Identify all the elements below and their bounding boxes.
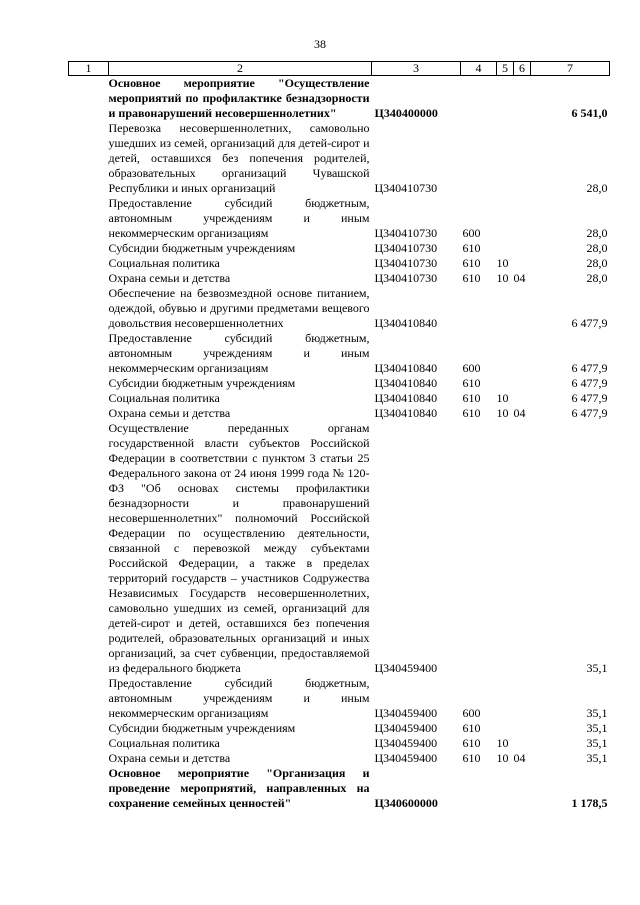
target-code-cell: Ц340400000 bbox=[374, 106, 438, 120]
subsection-cell: 04 bbox=[513, 406, 526, 420]
target-code-cell: Ц340459400 bbox=[374, 721, 438, 735]
row-index-cell bbox=[69, 76, 109, 122]
target-code-cell: Ц340459400 bbox=[374, 706, 438, 720]
section-cell: 10 bbox=[496, 736, 509, 750]
subsection-cell bbox=[514, 121, 531, 196]
row-index-cell bbox=[69, 271, 109, 286]
amount-cell: 6 541,0 bbox=[571, 106, 608, 120]
row-index-cell bbox=[69, 421, 109, 676]
expense-type-cell: 600 bbox=[462, 361, 481, 375]
row-index-cell bbox=[69, 721, 109, 736]
section-cell bbox=[497, 286, 514, 331]
amount-cell: 28,0 bbox=[586, 226, 608, 240]
section-cell bbox=[497, 241, 514, 256]
expense-type-cell: 610 bbox=[462, 376, 481, 390]
row-name-cell: Социальная политика bbox=[108, 391, 220, 405]
row-name-cell: Охрана семьи и детства bbox=[108, 271, 231, 285]
expense-type-cell: 610 bbox=[462, 391, 481, 405]
table-row bbox=[69, 76, 610, 122]
table-row bbox=[69, 421, 610, 676]
subsection-cell bbox=[514, 391, 531, 406]
expense-type-cell bbox=[461, 121, 497, 196]
amount-cell: 35,1 bbox=[586, 721, 608, 735]
table-row bbox=[69, 196, 610, 241]
amount-cell: 35,1 bbox=[586, 736, 608, 750]
row-name-cell: Социальная политика bbox=[108, 256, 220, 270]
table-row bbox=[69, 391, 610, 406]
row-index-cell bbox=[69, 241, 109, 256]
page-number: 38 bbox=[314, 37, 326, 51]
row-name-cell: Субсидии бюджетным учреждениям bbox=[108, 241, 296, 255]
row-index-cell bbox=[69, 256, 109, 271]
expense-type-cell: 610 bbox=[462, 736, 481, 750]
section-cell: 10 bbox=[496, 406, 509, 420]
section-cell: 10 bbox=[496, 271, 509, 285]
subsection-cell bbox=[514, 241, 531, 256]
target-code-cell: Ц340459400 bbox=[374, 736, 438, 750]
table-row bbox=[69, 256, 610, 271]
table-row bbox=[69, 766, 610, 811]
target-code-cell: Ц340410840 bbox=[374, 376, 438, 390]
table-row bbox=[69, 331, 610, 376]
section-cell bbox=[497, 121, 514, 196]
column-header: 7 bbox=[531, 62, 610, 76]
section-cell bbox=[497, 421, 514, 676]
subsection-cell bbox=[514, 331, 531, 376]
row-name-cell: Субсидии бюджетным учреждениям bbox=[108, 376, 296, 390]
section-cell bbox=[497, 721, 514, 736]
subsection-cell bbox=[514, 76, 531, 122]
table-body bbox=[69, 76, 610, 812]
column-header: 3 bbox=[372, 62, 461, 76]
section-cell bbox=[497, 766, 514, 811]
row-index-cell bbox=[69, 766, 109, 811]
amount-cell: 28,0 bbox=[586, 241, 608, 255]
row-index-cell bbox=[69, 196, 109, 241]
target-code-cell: Ц340459400 bbox=[374, 751, 438, 765]
table-row bbox=[69, 406, 610, 421]
row-index-cell bbox=[69, 286, 109, 331]
subsection-cell bbox=[514, 376, 531, 391]
table-row bbox=[69, 286, 610, 331]
amount-cell: 28,0 bbox=[586, 256, 608, 270]
budget-table bbox=[68, 61, 610, 811]
target-code-cell: Ц340410840 bbox=[374, 406, 438, 420]
row-name-cell: Субсидии бюджетным учреждениям bbox=[108, 721, 296, 735]
row-name-cell: Предоставление субсидий бюджетным, автономным учреждениям и иным некоммерческим организациям bbox=[108, 196, 370, 240]
amount-cell: 6 477,9 bbox=[571, 391, 608, 405]
section-cell bbox=[497, 76, 514, 122]
expense-type-cell bbox=[461, 766, 497, 811]
table-row bbox=[69, 736, 610, 751]
column-header: 4 bbox=[461, 62, 497, 76]
table-row bbox=[69, 376, 610, 391]
row-index-cell bbox=[69, 331, 109, 376]
target-code-cell: Ц340410730 bbox=[374, 256, 438, 270]
expense-type-cell bbox=[461, 76, 497, 122]
amount-cell: 6 477,9 bbox=[571, 406, 608, 420]
target-code-cell: Ц340410840 bbox=[374, 361, 438, 375]
row-name-cell: Основное мероприятие "Осуществление мероприятий по профилактике безнадзорности и правонарушений несовершеннолетних" bbox=[108, 76, 370, 120]
row-name-cell: Охрана семьи и детства bbox=[108, 406, 231, 420]
row-index-cell bbox=[69, 391, 109, 406]
expense-type-cell: 610 bbox=[462, 256, 481, 270]
row-name-cell: Предоставление субсидий бюджетным, автономным учреждениям и иным некоммерческим организациям bbox=[108, 331, 370, 375]
target-code-cell: Ц340410730 bbox=[374, 241, 438, 255]
subsection-cell bbox=[514, 736, 531, 751]
amount-cell: 1 178,5 bbox=[571, 796, 608, 810]
amount-cell: 35,1 bbox=[586, 751, 608, 765]
expense-type-cell bbox=[461, 421, 497, 676]
expense-type-cell: 610 bbox=[462, 721, 481, 735]
amount-cell: 28,0 bbox=[586, 271, 608, 285]
column-header: 5 bbox=[497, 62, 514, 76]
row-index-cell bbox=[69, 376, 109, 391]
section-cell bbox=[497, 376, 514, 391]
row-name-cell: Предоставление субсидий бюджетным, автономным учреждениям и иным некоммерческим организациям bbox=[108, 676, 370, 720]
row-index-cell bbox=[69, 406, 109, 421]
expense-type-cell bbox=[461, 286, 497, 331]
column-header: 1 bbox=[69, 62, 109, 76]
target-code-cell: Ц340600000 bbox=[374, 796, 438, 810]
table-row bbox=[69, 751, 610, 766]
table-row bbox=[69, 241, 610, 256]
row-name-cell: Охрана семьи и детства bbox=[108, 751, 231, 765]
expense-type-cell: 610 bbox=[462, 751, 481, 765]
target-code-cell: Ц340410730 bbox=[374, 271, 438, 285]
amount-cell: 6 477,9 bbox=[571, 316, 608, 330]
subsection-cell: 04 bbox=[513, 751, 526, 765]
row-index-cell bbox=[69, 121, 109, 196]
row-index-cell bbox=[69, 751, 109, 766]
table-header-row bbox=[69, 62, 610, 76]
expense-type-cell: 610 bbox=[462, 271, 481, 285]
column-header: 2 bbox=[109, 62, 372, 76]
section-cell: 10 bbox=[496, 391, 509, 405]
row-name-cell: Социальная политика bbox=[108, 736, 220, 750]
row-index-cell bbox=[69, 676, 109, 721]
row-index-cell bbox=[69, 736, 109, 751]
subsection-cell bbox=[514, 676, 531, 721]
subsection-cell: 04 bbox=[513, 271, 526, 285]
row-name-cell: Перевозка несовершеннолетних, самовольно ушедших из семей, организаций для детей-сирот и детей, оставшихся без попечения родителей, образовательных организаций Чувашской Республики и иных организаций bbox=[108, 121, 370, 195]
expense-type-cell: 600 bbox=[462, 706, 481, 720]
section-cell bbox=[497, 196, 514, 241]
row-name-cell: Основное мероприятие "Организация и проведение мероприятий, направленных на сохранение семейных ценностей" bbox=[108, 766, 370, 810]
row-name-cell: Обеспечение на безвозмездной основе питанием, одеждой, обувью и другими предметами вещевого довольствия несовершеннолетних bbox=[108, 286, 370, 330]
amount-cell: 28,0 bbox=[586, 181, 608, 195]
subsection-cell bbox=[514, 196, 531, 241]
expense-type-cell: 600 bbox=[462, 226, 481, 240]
section-cell: 10 bbox=[496, 256, 509, 270]
table-row bbox=[69, 271, 610, 286]
amount-cell: 6 477,9 bbox=[571, 361, 608, 375]
column-header: 6 bbox=[514, 62, 531, 76]
table-row bbox=[69, 121, 610, 196]
target-code-cell: Ц340459400 bbox=[374, 661, 438, 675]
table-row bbox=[69, 676, 610, 721]
subsection-cell bbox=[514, 721, 531, 736]
section-cell bbox=[497, 331, 514, 376]
target-code-cell: Ц340410730 bbox=[374, 226, 438, 240]
target-code-cell: Ц340410840 bbox=[374, 316, 438, 330]
section-cell: 10 bbox=[496, 751, 509, 765]
subsection-cell bbox=[514, 286, 531, 331]
expense-type-cell: 610 bbox=[462, 406, 481, 420]
section-cell bbox=[497, 676, 514, 721]
subsection-cell bbox=[514, 766, 531, 811]
amount-cell: 35,1 bbox=[586, 661, 608, 675]
target-code-cell: Ц340410730 bbox=[374, 181, 438, 195]
table-row bbox=[69, 721, 610, 736]
target-code-cell: Ц340410840 bbox=[374, 391, 438, 405]
amount-cell: 6 477,9 bbox=[571, 376, 608, 390]
amount-cell: 35,1 bbox=[586, 706, 608, 720]
row-name-cell: Осуществление переданных органам государственной власти субъектов Российской Федерации в соответствии с пунктом 3 статьи 25 Федерального закона от 24 июня 1999 года № 120-ФЗ "Об основах системы профилактики безнадзорности и правонарушений несовершеннолетних" полномочий Российской Федерации по осуществлению деятельности, связанной с перевозкой между субъектами Российской Федерации, а также в пределах территорий государств – участников Содружества Независимых Государств несовершеннолетних, самовольно ушедших из семей, организаций для детей-сирот и детей, оставшихся без попечения родителей, образовательных организаций и иных организаций, за счет субвенции, предоставляемой из федерального бюджета bbox=[108, 421, 370, 675]
subsection-cell bbox=[514, 421, 531, 676]
expense-type-cell: 610 bbox=[462, 241, 481, 255]
subsection-cell bbox=[514, 256, 531, 271]
